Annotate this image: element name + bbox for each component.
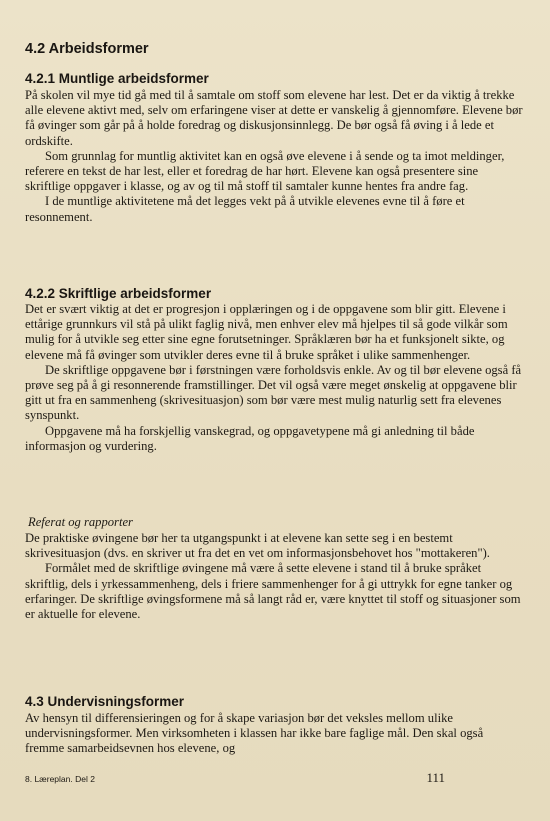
section-body-4-2-1 [25, 88, 525, 225]
section-heading-4-2-2: 4.2.2 Skriftlige arbeidsformer [25, 286, 212, 301]
subsection-title-referat: Referat og rapporter [28, 515, 133, 529]
paragraph: I de muntlige aktivitetene må det legges vekt på å utvikle elevenes evne til å føre et resonnement. [25, 194, 465, 224]
footer-label: 8. Læreplan. Del 2 [25, 774, 95, 784]
paragraph: Av hensyn til differensieringen og for å skape variasjon bør det veksles mellom ulike undervisningsformer. Men virksomheten i klassen har ikke bare faglige mål. Den skal også fremme samarbeidsevnen hos elevene, og [25, 711, 484, 756]
section-heading-4-3: 4.3 Undervisningsformer [25, 694, 185, 709]
subsection-body-referat [25, 531, 525, 622]
paragraph: Som grunnlag for muntlig aktivitet kan en også øve elevene i å sende og ta imot meldinger, referere en tekst de har lest, eller et foredrag de har hørt. Elevene kan også presentere sine skriftlige oppgaver i klasse, og av og til må stoff til samtaler kunne hentes fra andre fag. [25, 148, 505, 194]
paragraph: De praktiske øvingene bør her ta utgangspunkt i at elevene kan sette seg i en bestemt skrivesituasjon (dvs. en skriver ut fra det en vet om informasjonsbehovet hos "mottakeren"). [25, 531, 490, 561]
paragraph: De skriftlige oppgavene bør i førstningen være forholdsvis enkle. Av og til bør elevene også få prøve seg på å gi resonnerende framstillinger. Det vil også være meget ønskelig at oppgavene blir gitt ut fra en sammenheng (skrivesituasjon) som bør være mest mulig naturlig sett fra elevenes synspunkt. [25, 362, 522, 423]
section-heading-4-2-1: 4.2.1 Muntlige arbeidsformer [25, 71, 209, 86]
paragraph: Formålet med de skriftlige øvingene må være å sette elevene i stand til å bruke språket skriftlig, dels i yrkessammenheng, dels i friere sammenhenger for å gi uttrykk for egne tanker og erfaringer. De skriftlige øvingsformene må så langt råd er, være knyttet til stoff og situasjoner som er aktuelle for elevene. [25, 561, 521, 622]
paragraph: Det er svært viktig at det er progresjon i opplæringen og i de oppgavene som blir gitt. Elevene i ettårige grunnkurs vil stå på ulikt faglig nivå, men enhver elev må hjelpes til så gode vilkår som mulig for å utvikle seg etter sine egne forutsetninger. Språklæren bør ha et funksjonelt sikte, og elevene må få øvinger som utvikler deres evne til å bruke språket i ulike sammenhenger. [25, 302, 508, 362]
page-number: 111 [426, 770, 445, 785]
section-heading-4-2: 4.2 Arbeidsformer [25, 41, 149, 57]
section-body-4-3 [25, 711, 525, 757]
paragraph: På skolen vil mye tid gå med til å samtale om stoff som elevene har lest. Det er da viktig å trekke alle elevene aktivt med, selv om erfaringene viser at dette er vanskelig å gjennomføre. Elevene bør få øvinger som går på å holde foredrag og diskusjonsinnlegg. De bør også få øving i å lede et ordskifte. [25, 88, 523, 148]
paragraph: Oppgavene må ha forskjellig vanskegrad, og oppgavetypene må gi anledning til både informasjon og vurdering. [25, 423, 475, 453]
section-body-4-2-2 [25, 302, 525, 454]
